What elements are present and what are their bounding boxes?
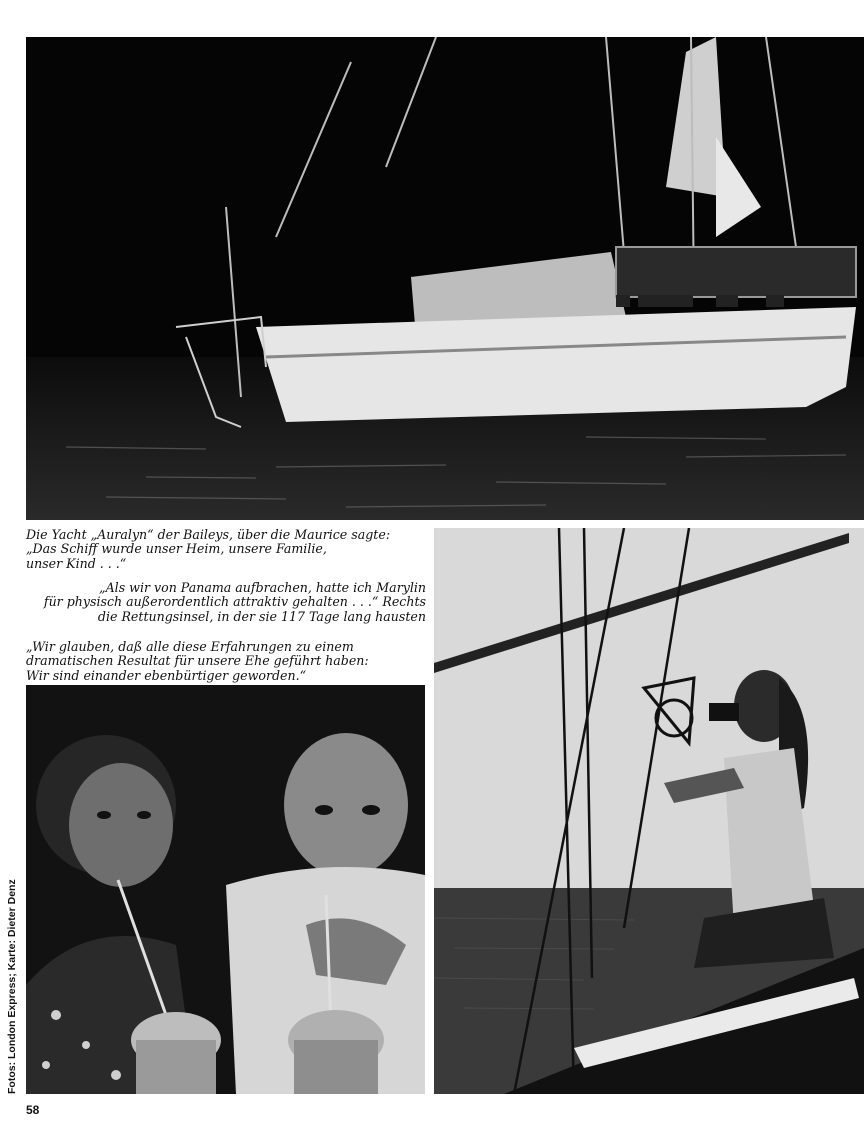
yacht-illustration (26, 37, 864, 520)
photo-credit: Fotos: London Express; Karte: Dieter Denz (6, 879, 18, 1094)
yacht-photo (26, 37, 864, 520)
caption-yacht: Die Yacht „Auralyn“ der Baileys, über die Maurice sagte: „Das Schiff wurde unser Heim, unsere Familie, unser Kind . . .“ (26, 527, 391, 571)
caption-quote-marylin: „Als wir von Panama aufbrachen, hatte ich Marylin für physisch außerordentlich attraktiv gehalten . . .“ Rechts die Rettungsinsel, in der sie 117 Tage lang hausten (43, 580, 426, 624)
couple-illustration (26, 685, 425, 1094)
sextant-illustration (434, 528, 864, 1094)
sextant-photo (434, 528, 864, 1094)
caption-quote-ehe: „Wir glauben, daß alle diese Erfahrungen zu einem dramatischen Resultat für unsere Ehe geführt haben: Wir sind einander ebenbürtiger geworden.“ (26, 639, 369, 683)
couple-photo (26, 685, 425, 1094)
page-number: 58 (26, 1103, 40, 1117)
